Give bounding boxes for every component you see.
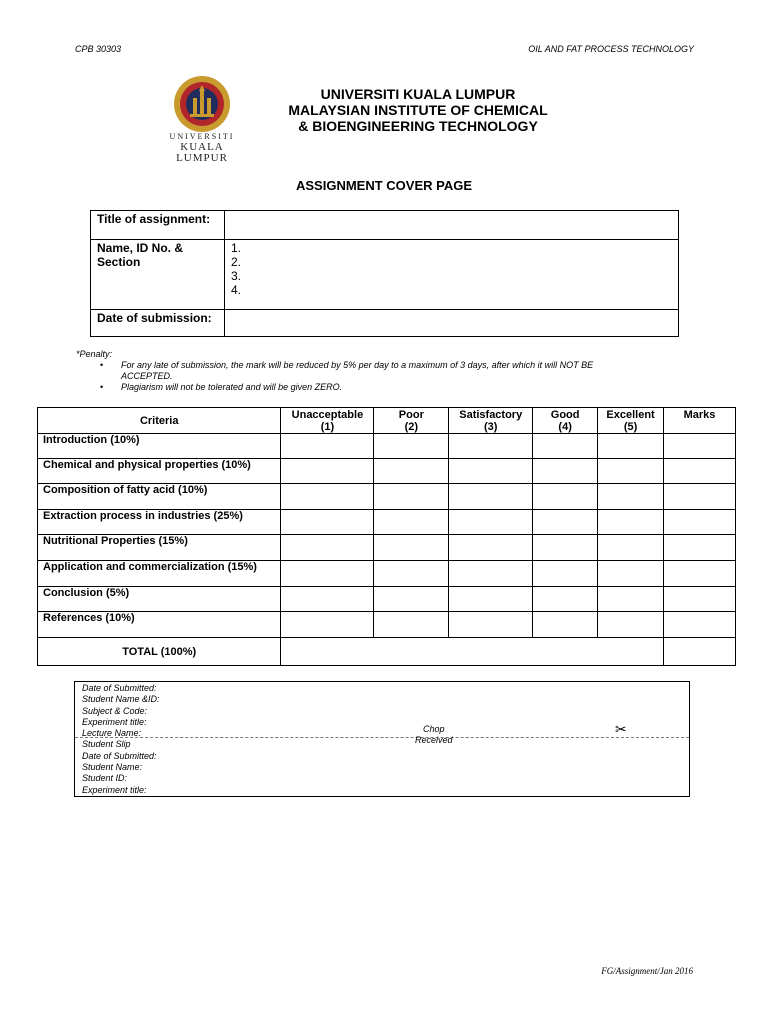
header-excellent-label: Excellent bbox=[606, 409, 655, 421]
score-cell[interactable] bbox=[449, 612, 533, 638]
header-satisfactory-score: (3) bbox=[484, 421, 498, 433]
header-unacceptable bbox=[281, 408, 374, 434]
logo-text-kuala: KUALA bbox=[180, 141, 224, 153]
total-marks-cell[interactable] bbox=[664, 638, 736, 666]
score-cell[interactable] bbox=[598, 459, 664, 484]
slip-line: Subject & Code: bbox=[82, 705, 148, 716]
name-id-field[interactable] bbox=[225, 240, 679, 310]
institution-line-1: UNIVERSITI KUALA LUMPUR bbox=[320, 86, 516, 102]
table-row bbox=[38, 459, 736, 484]
criteria-nutritional: Nutritional Properties (15%) bbox=[38, 535, 281, 561]
header-unacceptable-label: Unacceptable bbox=[291, 409, 364, 421]
header-marks: Marks bbox=[664, 408, 736, 434]
score-cell[interactable] bbox=[533, 535, 598, 561]
score-cell[interactable] bbox=[449, 510, 533, 535]
title-label: Title of assignment: bbox=[91, 211, 225, 240]
table-row bbox=[38, 535, 736, 561]
submission-slip bbox=[74, 681, 690, 797]
student-slip-label: Student Slip bbox=[82, 739, 131, 750]
entry-4: 4. bbox=[231, 283, 242, 297]
score-cell[interactable] bbox=[449, 484, 533, 510]
score-cell[interactable] bbox=[374, 434, 449, 459]
penalty-list bbox=[100, 360, 680, 393]
criteria-application: Application and commercialization (15%) bbox=[38, 561, 281, 587]
score-cell[interactable] bbox=[374, 484, 449, 510]
score-cell[interactable] bbox=[533, 484, 598, 510]
score-cell[interactable] bbox=[281, 459, 374, 484]
header-excellent bbox=[598, 408, 664, 434]
marks-cell[interactable] bbox=[664, 587, 736, 612]
marks-cell[interactable] bbox=[664, 612, 736, 638]
header-satisfactory bbox=[449, 408, 533, 434]
scissors-icon: ✂ bbox=[615, 721, 627, 737]
penalty-late-line2: ACCEPTED. bbox=[121, 371, 173, 381]
score-cell[interactable] bbox=[374, 561, 449, 587]
marks-cell[interactable] bbox=[664, 535, 736, 561]
score-cell[interactable] bbox=[449, 459, 533, 484]
score-cell[interactable] bbox=[598, 561, 664, 587]
footer-reference: FG/Assignment/Jan 2016 bbox=[601, 966, 693, 976]
chop-label: Chop bbox=[423, 724, 445, 734]
header-excellent-score: (5) bbox=[623, 421, 638, 433]
course-name: OIL AND FAT PROCESS TECHNOLOGY bbox=[528, 44, 694, 54]
slip-line: Lecture Name: bbox=[82, 728, 142, 739]
bullet-icon: • bbox=[100, 360, 104, 370]
header-good-label: Good bbox=[550, 409, 580, 421]
score-cell[interactable] bbox=[374, 535, 449, 561]
score-cell[interactable] bbox=[281, 434, 374, 459]
header-poor bbox=[374, 408, 449, 434]
penalty-item-late bbox=[100, 360, 680, 382]
score-cell[interactable] bbox=[374, 612, 449, 638]
slip-line: Student Name: bbox=[82, 762, 143, 773]
header-poor-score: (2) bbox=[404, 421, 419, 433]
table-row bbox=[38, 612, 736, 638]
name-id-label-line2: Section bbox=[97, 255, 141, 269]
entry-3: 3. bbox=[231, 269, 242, 283]
chop-received bbox=[415, 724, 453, 746]
date-label: Date of submission: bbox=[91, 310, 225, 337]
total-merged-cell bbox=[281, 638, 664, 666]
table-row bbox=[38, 434, 736, 459]
header-good-score: (4) bbox=[558, 421, 572, 433]
header-poor-label: Poor bbox=[398, 409, 424, 421]
score-cell[interactable] bbox=[533, 510, 598, 535]
rubric-table bbox=[37, 407, 736, 666]
slip-line: Student Name &ID: bbox=[82, 694, 160, 705]
score-cell[interactable] bbox=[598, 510, 664, 535]
criteria-properties: Chemical and physical properties (10%) bbox=[38, 459, 281, 484]
marks-cell[interactable] bbox=[664, 561, 736, 587]
marks-cell[interactable] bbox=[664, 434, 736, 459]
total-label: TOTAL (100%) bbox=[38, 638, 281, 666]
score-cell[interactable] bbox=[374, 459, 449, 484]
marks-cell[interactable] bbox=[664, 510, 736, 535]
slip-lines bbox=[82, 683, 160, 796]
bullet-icon: • bbox=[100, 382, 104, 392]
date-field[interactable] bbox=[225, 310, 679, 337]
criteria-header: Criteria bbox=[38, 408, 281, 434]
score-cell[interactable] bbox=[533, 459, 598, 484]
penalty-item-plagiarism bbox=[100, 382, 680, 393]
score-cell[interactable] bbox=[374, 587, 449, 612]
table-row bbox=[38, 587, 736, 612]
score-cell[interactable] bbox=[533, 612, 598, 638]
title-field[interactable] bbox=[225, 211, 679, 240]
criteria-conclusion: Conclusion (5%) bbox=[38, 587, 281, 612]
table-row bbox=[38, 561, 736, 587]
criteria-extraction: Extraction process in industries (25%) bbox=[38, 510, 281, 535]
score-cell[interactable] bbox=[281, 561, 374, 587]
criteria-references: References (10%) bbox=[38, 612, 281, 638]
received-label: Received bbox=[415, 735, 453, 745]
slip-line: Experiment title: bbox=[82, 784, 147, 795]
name-id-label bbox=[91, 240, 225, 310]
table-row bbox=[38, 484, 736, 510]
score-cell[interactable] bbox=[281, 535, 374, 561]
header-satisfactory-label: Satisfactory bbox=[459, 409, 523, 421]
header-good bbox=[533, 408, 598, 434]
criteria-introduction: Introduction (10%) bbox=[38, 434, 281, 459]
total-row bbox=[38, 638, 736, 666]
score-cell[interactable] bbox=[281, 612, 374, 638]
university-logo bbox=[164, 74, 240, 166]
penalty-plagiarism-text: Plagiarism will not be tolerated and will be given ZERO. bbox=[121, 382, 343, 392]
score-cell[interactable] bbox=[449, 561, 533, 587]
logo-text-lumpur: LUMPUR bbox=[176, 152, 228, 164]
name-id-label-line1: Name, ID No. & bbox=[97, 241, 184, 255]
score-cell[interactable] bbox=[598, 612, 664, 638]
score-cell[interactable] bbox=[533, 587, 598, 612]
score-cell[interactable] bbox=[533, 434, 598, 459]
score-cell[interactable] bbox=[449, 587, 533, 612]
score-cell[interactable] bbox=[281, 510, 374, 535]
institution-name bbox=[268, 86, 568, 134]
score-cell[interactable] bbox=[598, 484, 664, 510]
header-unacceptable-score: (1) bbox=[320, 421, 335, 433]
table-row bbox=[38, 510, 736, 535]
institution-line-3: & BIOENGINEERING TECHNOLOGY bbox=[298, 118, 538, 134]
assignment-info-table bbox=[90, 210, 679, 337]
entry-1: 1. bbox=[231, 241, 242, 255]
score-cell[interactable] bbox=[533, 561, 598, 587]
score-cell[interactable] bbox=[598, 535, 664, 561]
score-cell[interactable] bbox=[449, 535, 533, 561]
slip-line: Student ID: bbox=[82, 773, 128, 784]
university-crest-icon bbox=[164, 74, 240, 136]
score-cell[interactable] bbox=[281, 484, 374, 510]
score-cell[interactable] bbox=[281, 587, 374, 612]
score-cell[interactable] bbox=[449, 434, 533, 459]
score-cell[interactable] bbox=[598, 587, 664, 612]
score-cell[interactable] bbox=[598, 434, 664, 459]
institution-line-2: MALAYSIAN INSTITUTE OF CHEMICAL bbox=[288, 102, 548, 118]
slip-line: Date of Submitted: bbox=[82, 750, 157, 761]
marks-cell[interactable] bbox=[664, 459, 736, 484]
penalty-late-line1: For any late of submission, the mark will be reduced by 5% per day to a maximum of 3 days, after which it will NOT BE bbox=[121, 360, 594, 370]
score-cell[interactable] bbox=[374, 510, 449, 535]
marks-cell[interactable] bbox=[664, 484, 736, 510]
logo-text-universiti: UNIVERSITI bbox=[169, 132, 235, 141]
slip-line: Date of Submitted: bbox=[82, 683, 157, 693]
criteria-fatty-acid: Composition of fatty acid (10%) bbox=[38, 484, 281, 510]
cut-line bbox=[75, 737, 689, 738]
slip-line: Experiment title: bbox=[82, 716, 147, 727]
entry-2: 2. bbox=[231, 255, 242, 269]
course-code: CPB 30303 bbox=[75, 44, 122, 54]
page-title: ASSIGNMENT COVER PAGE bbox=[295, 178, 472, 193]
penalty-heading: *Penalty: bbox=[76, 349, 113, 359]
